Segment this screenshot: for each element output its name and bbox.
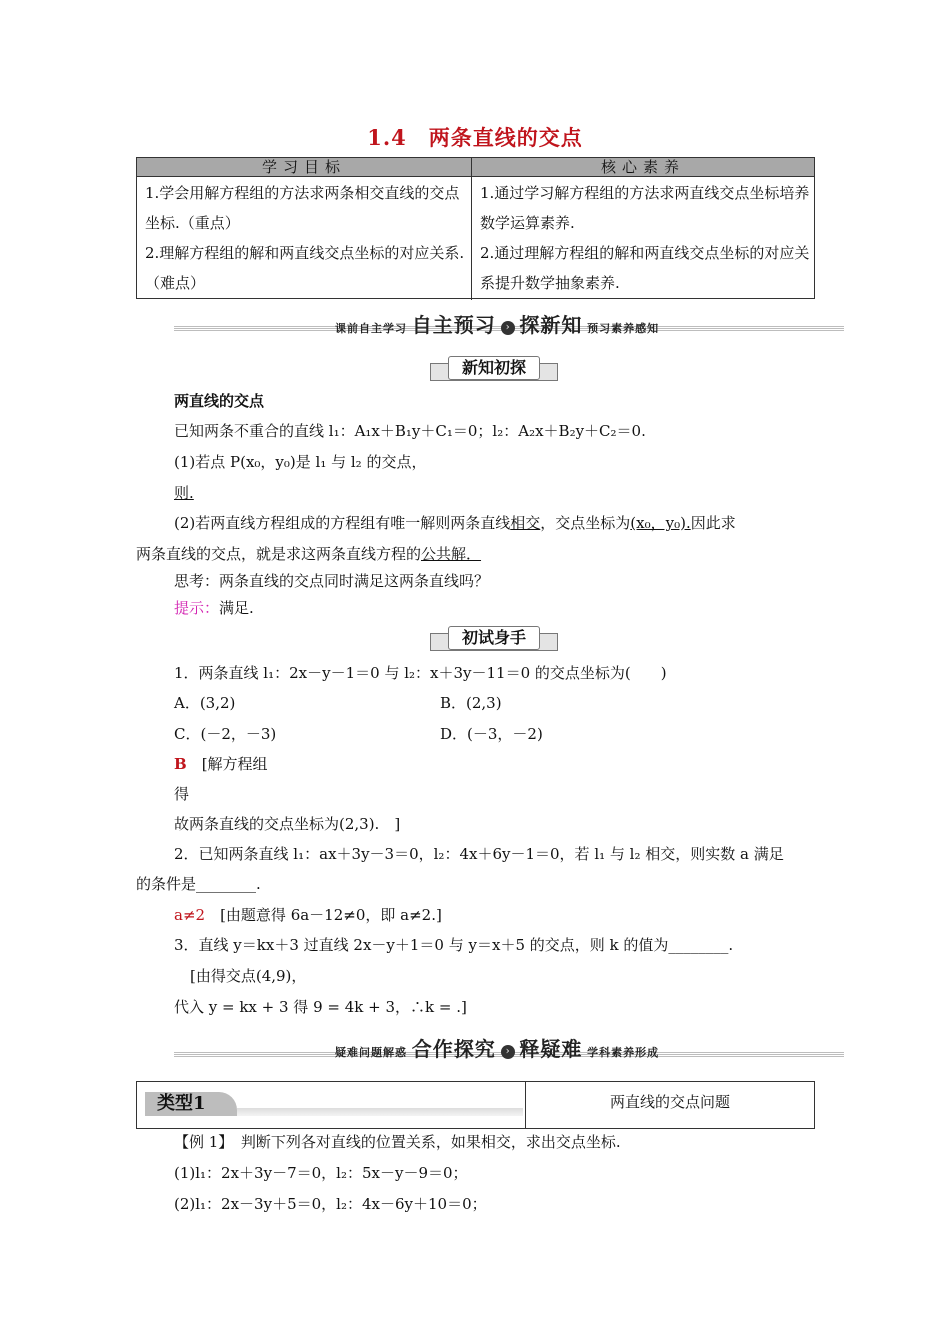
q1-sol-3: 故两条直线的交点坐标为(2,3). ] xyxy=(174,815,401,833)
table-divider xyxy=(471,176,472,300)
q3-sol-1: [由得交点(4,9)， xyxy=(190,967,307,985)
competency-header: 核心素养 xyxy=(472,158,814,177)
section-left-text: 课前自主学习 xyxy=(335,322,407,335)
competency-2: 2.通过理解方程组的解和两直线交点坐标的对应关系提升数学抽象素养. xyxy=(480,244,810,292)
section-big-1: 合作探究 xyxy=(411,1037,496,1061)
arrow-icon: › xyxy=(501,1045,515,1059)
q1-option-c: C．(－2，－3) xyxy=(174,725,277,743)
objective-1: 1.学会用解方程组的方法求两条相交直线的交点坐标.（重点） xyxy=(145,184,460,232)
competency-cell xyxy=(480,178,810,298)
q1-stem: 1．两条直线 l₁：2x－y－1＝0 与 l₂：x＋3y－11＝0 的交点坐标为( ) xyxy=(174,664,667,682)
example-label: 【例 1】 xyxy=(174,1133,226,1151)
example-1-part-2: (2)l₁：2x－3y＋5＝0，l₂：4x－6y＋10＝0； xyxy=(174,1195,487,1213)
objective-2: 2.理解方程组的解和两直线交点坐标的对应关系.（难点） xyxy=(145,244,465,292)
section-big-2: 释疑难 xyxy=(519,1037,583,1061)
knowledge-line-1: 已知两条不重合的直线 l₁：A₁x＋B₁y＋C₁＝0；l₂：A₂x＋B₂y＋C₂＝0. xyxy=(174,422,646,440)
blank-answer: 相交 xyxy=(510,514,541,532)
q2-sol-text: [由题意得 6a－12≠0，即 a≠2.] xyxy=(220,906,442,924)
example-1-part-1: (1)l₁：2x＋3y－7＝0，l₂：5x－y－9＝0； xyxy=(174,1164,468,1182)
knowledge-line-5 xyxy=(136,543,481,564)
knowledge-line-3: 则. xyxy=(174,484,194,502)
competency-1: 1.通过学习解方程组的方法求两直线交点坐标培养数学运算素养. xyxy=(480,184,810,232)
type-table xyxy=(136,1081,815,1129)
knowledge-line-4 xyxy=(174,512,736,533)
text: 因此求 xyxy=(690,514,736,532)
type-tag-cell xyxy=(137,1082,526,1128)
knowledge-line-2: (1)若点 P(x₀，y₀)是 l₁ 与 l₂ 的交点， xyxy=(174,453,427,471)
q1-option-a: A．(3,2) xyxy=(174,694,236,712)
q3-sol-2: 代入 y = kx + 3 得 9 = 4k + 3，∴k = .] xyxy=(174,998,467,1016)
q1-sol-text: [解方程组 xyxy=(201,755,268,773)
think-question: 思考：两条直线的交点同时满足这两条直线吗？ xyxy=(174,572,490,590)
badge-first-try: 初试身手 xyxy=(448,626,540,650)
objectives-cell xyxy=(145,178,467,298)
objectives-table xyxy=(136,157,815,299)
tag-stripe xyxy=(237,1108,523,1116)
section-big-1: 自主预习 xyxy=(411,313,496,337)
q2-stem-1: 2．已知两条直线 l₁：ax＋3y－3＝0，l₂：4x＋6y－1＝0，若 l₁ 与 l₂ 相交，则实数 a 满足 xyxy=(174,845,784,863)
arrow-icon: › xyxy=(501,321,515,335)
hint-label: 提示： xyxy=(174,599,220,617)
text: 两条直线的交点，就是求这两条直线方程的 xyxy=(136,545,422,563)
q2-answer: a≠2 xyxy=(174,906,206,924)
q2-stem-2: 的条件是________. xyxy=(136,875,261,893)
q2-solution xyxy=(174,904,442,925)
section-right-text: 预习素养感知 xyxy=(587,322,660,335)
type-title: 两直线的交点问题 xyxy=(609,1093,730,1111)
example-text: 判断下列各对直线的位置关系，如果相交，求出交点坐标. xyxy=(240,1133,621,1151)
section-banner-2 xyxy=(335,1033,659,1062)
blank-answer: 公共解． xyxy=(421,545,482,563)
section-banner-1 xyxy=(335,309,659,338)
q1-answer: B xyxy=(174,755,187,773)
q1-solution xyxy=(174,753,268,774)
section-right-text: 学科素养形成 xyxy=(587,1046,660,1059)
page-title: 1.4 两条直线的交点 xyxy=(367,125,583,150)
text: ，交点坐标为 xyxy=(540,514,631,532)
type-tag: 类型1 xyxy=(145,1092,237,1116)
badge-new-knowledge: 新知初探 xyxy=(448,356,540,380)
q1-option-b: B．(2,3) xyxy=(440,694,502,712)
objectives-header: 学习目标 xyxy=(137,158,472,177)
example-1-stem xyxy=(174,1131,621,1152)
q1-sol-2: 得 xyxy=(174,785,190,803)
section-big-2: 探新知 xyxy=(519,313,583,337)
hint-line xyxy=(174,597,254,618)
q1-option-d: D．(－3，－2) xyxy=(440,725,543,743)
text: (2)若两直线方程组成的方程组有唯一解则两条直线 xyxy=(174,514,511,532)
knowledge-heading: 两直线的交点 xyxy=(174,392,265,410)
q3-stem: 3．直线 y＝kx＋3 过直线 2x－y＋1＝0 与 y＝x＋5 的交点，则 k 的值为________. xyxy=(174,936,734,954)
hint-text: 满足. xyxy=(219,599,254,617)
section-left-text: 疑难问题解惑 xyxy=(335,1046,407,1059)
blank-answer: (x₀，y₀). xyxy=(630,514,691,532)
